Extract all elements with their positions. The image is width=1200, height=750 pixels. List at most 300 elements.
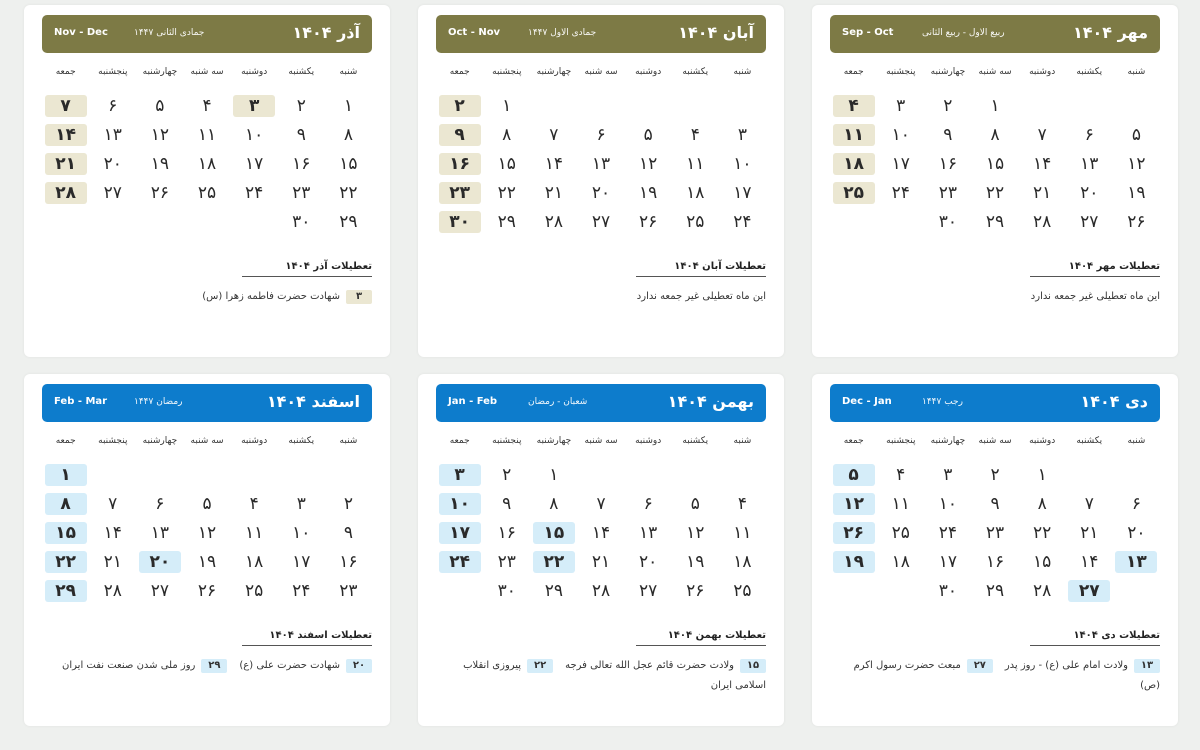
day-number: ۱۱ [733, 522, 752, 543]
holiday-day-cell[interactable] [42, 547, 89, 576]
day-cell[interactable] [625, 120, 672, 149]
month-name: اسفند ۱۴۰۴ [266, 392, 360, 411]
day-cell[interactable] [183, 120, 230, 149]
month-header[interactable] [830, 15, 1160, 53]
day-cell[interactable] [577, 518, 624, 547]
weekday-label: سه شنبه [978, 67, 1012, 77]
day-cell[interactable] [971, 576, 1018, 605]
day-cell[interactable] [924, 207, 971, 236]
day-cell[interactable] [325, 149, 372, 178]
day-cell[interactable] [1019, 460, 1066, 489]
month-card [418, 374, 784, 726]
day-number [186, 464, 228, 486]
day-cell[interactable] [877, 518, 924, 547]
day-cell[interactable] [483, 207, 530, 236]
day-number: ۱۰ [938, 493, 957, 514]
month-card [812, 374, 1178, 726]
day-cell[interactable] [325, 178, 372, 207]
holiday-name: ولادت امام علی (ع) - روز پدر [1004, 660, 1128, 671]
day-number [1021, 95, 1063, 117]
day-cell[interactable] [625, 489, 672, 518]
day-cell[interactable] [483, 489, 530, 518]
day-number: ۱۵ [1033, 551, 1052, 572]
day-cell[interactable] [183, 178, 230, 207]
month-header[interactable] [436, 15, 766, 53]
day-number [580, 95, 622, 117]
day-cell[interactable] [483, 547, 530, 576]
day-cell[interactable] [278, 207, 325, 236]
day-cell[interactable] [1066, 207, 1113, 236]
day-cell[interactable] [231, 149, 278, 178]
day-cell[interactable] [971, 518, 1018, 547]
day-number: ۳ [233, 95, 275, 117]
day-cell[interactable] [231, 518, 278, 547]
day-number: ۷ [1037, 124, 1047, 145]
day-cell[interactable] [877, 547, 924, 576]
day-number: ۹ [439, 124, 481, 146]
day-cell[interactable] [1019, 547, 1066, 576]
day-cell[interactable] [719, 576, 766, 605]
day-cell[interactable] [719, 207, 766, 236]
weekday-label: جمعه [449, 67, 470, 77]
holiday-day-cell[interactable] [436, 207, 483, 236]
day-cell[interactable] [672, 149, 719, 178]
day-number: ۳۰ [938, 580, 957, 601]
holidays-list [436, 287, 766, 307]
day-cell[interactable] [278, 576, 325, 605]
day-number: ۹ [943, 124, 953, 145]
day-number [186, 211, 228, 233]
day-cell[interactable] [1019, 518, 1066, 547]
day-number: ۷ [45, 95, 87, 117]
day-cell[interactable] [278, 149, 325, 178]
weekday-label: سه شنبه [190, 67, 224, 77]
day-cell[interactable] [1019, 576, 1066, 605]
day-cell[interactable] [924, 518, 971, 547]
day-cell [1113, 576, 1160, 605]
day-number: ۲۱ [103, 551, 122, 572]
day-cell[interactable] [483, 518, 530, 547]
day-cell[interactable] [672, 518, 719, 547]
day-cell[interactable] [577, 207, 624, 236]
day-cell[interactable] [971, 178, 1018, 207]
day-cell[interactable] [89, 518, 136, 547]
holiday-day-cell[interactable] [436, 91, 483, 120]
day-cell[interactable] [924, 91, 971, 120]
day-cell[interactable] [1066, 518, 1113, 547]
day-number: ۱۵ [45, 522, 87, 544]
holidays-title: تعطیلات مهر ۱۴۰۴ [1030, 261, 1160, 277]
weekday-label: جمعه [843, 436, 864, 446]
day-cell[interactable] [577, 547, 624, 576]
holidays-list [830, 287, 1160, 307]
day-cell[interactable] [89, 576, 136, 605]
day-cell[interactable] [231, 547, 278, 576]
gregorian-months: Jan - Feb [448, 396, 498, 407]
day-cell[interactable] [1066, 489, 1113, 518]
month-name: مهر ۱۴۰۴ [1072, 23, 1148, 42]
day-cell[interactable] [89, 91, 136, 120]
day-cell[interactable] [719, 178, 766, 207]
day-number: ۲۹ [985, 580, 1005, 601]
day-cell[interactable] [577, 576, 624, 605]
weekday-label: یکشنبه [1076, 67, 1103, 77]
day-cell[interactable] [483, 91, 530, 120]
holiday-day-cell[interactable] [42, 518, 89, 547]
holiday-name: مبعث حضرت رسول اکرم (ص) [853, 660, 1160, 691]
day-number: ۴ [833, 95, 875, 117]
day-number: ۲۷ [591, 211, 611, 232]
month-name: آذر ۱۴۰۴ [292, 23, 360, 42]
holiday-day-cell[interactable] [436, 518, 483, 547]
day-cell[interactable] [325, 120, 372, 149]
day-number: ۲۵ [733, 580, 752, 601]
day-number [833, 211, 875, 233]
weekday-row [42, 436, 372, 446]
gregorian-months: Oct - Nov [448, 27, 501, 38]
day-cell[interactable] [1113, 149, 1160, 178]
month-name: دی ۱۴۰۴ [1080, 392, 1148, 411]
holiday-day-cell[interactable] [42, 91, 89, 120]
day-number: ۱۶ [497, 522, 516, 543]
day-cell[interactable] [625, 547, 672, 576]
day-cell[interactable] [924, 178, 971, 207]
day-number: ۲۴ [439, 551, 481, 573]
day-cell[interactable] [877, 91, 924, 120]
day-cell[interactable] [1019, 489, 1066, 518]
month-header[interactable] [42, 15, 372, 53]
month-header[interactable] [830, 384, 1160, 422]
holiday-day-cell[interactable] [830, 91, 877, 120]
day-number: ۱۹ [197, 551, 217, 572]
holiday-day-cell[interactable] [830, 460, 877, 489]
day-cell[interactable] [924, 547, 971, 576]
day-number [627, 464, 669, 486]
day-cell[interactable] [231, 576, 278, 605]
day-cell[interactable] [1113, 178, 1160, 207]
day-cell[interactable] [625, 149, 672, 178]
holiday-day-cell[interactable] [530, 547, 577, 576]
day-cell[interactable] [672, 120, 719, 149]
day-cell[interactable] [1066, 178, 1113, 207]
holiday-day-cell[interactable] [1066, 576, 1113, 605]
day-cell[interactable] [924, 460, 971, 489]
weekday-label: شنبه [733, 67, 752, 77]
day-cell[interactable] [89, 120, 136, 149]
day-cell[interactable] [89, 149, 136, 178]
day-cell[interactable] [325, 91, 372, 120]
day-cell[interactable] [183, 547, 230, 576]
holiday-day-cell[interactable] [42, 460, 89, 489]
day-cell[interactable] [89, 178, 136, 207]
holiday-item [553, 660, 766, 671]
holiday-day-cell[interactable] [42, 178, 89, 207]
day-number: ۵ [1131, 124, 1141, 145]
day-number: ۱۴ [103, 522, 122, 543]
day-cell[interactable] [278, 518, 325, 547]
holiday-name: پیروزی انقلاب اسلامی ایران [463, 660, 766, 691]
day-number: ۲۷ [1068, 580, 1110, 602]
day-cell[interactable] [877, 149, 924, 178]
holiday-day-cell[interactable] [436, 489, 483, 518]
day-cell[interactable] [719, 489, 766, 518]
day-number: ۲۲ [533, 551, 575, 573]
day-number: ۱۵ [339, 153, 358, 174]
holiday-day-cell[interactable] [830, 547, 877, 576]
holiday-day-cell[interactable] [530, 518, 577, 547]
day-cell[interactable] [577, 120, 624, 149]
day-cell[interactable] [719, 149, 766, 178]
day-number: ۲۱ [1033, 182, 1052, 203]
day-cell[interactable] [183, 576, 230, 605]
day-cell[interactable] [577, 149, 624, 178]
day-number: ۱۲ [833, 493, 875, 515]
day-cell[interactable] [231, 120, 278, 149]
day-number: ۳ [896, 95, 906, 116]
day-cell[interactable] [183, 489, 230, 518]
day-cell [1066, 91, 1113, 120]
holiday-date-badge: ۲۲ [527, 659, 553, 673]
day-cell [577, 91, 624, 120]
day-cell[interactable] [877, 178, 924, 207]
day-cell[interactable] [672, 547, 719, 576]
day-cell[interactable] [483, 178, 530, 207]
month-name: آبان ۱۴۰۴ [678, 23, 754, 42]
day-cell[interactable] [625, 518, 672, 547]
day-cell [625, 91, 672, 120]
day-cell[interactable] [530, 120, 577, 149]
holiday-day-cell[interactable] [436, 149, 483, 178]
day-cell [577, 460, 624, 489]
day-cell[interactable] [278, 120, 325, 149]
day-cell[interactable] [530, 576, 577, 605]
day-number: ۲۱ [591, 551, 611, 572]
holiday-day-cell[interactable] [42, 489, 89, 518]
weekday-label: شنبه [733, 436, 752, 446]
day-number: ۱۴ [544, 153, 563, 174]
day-cell[interactable] [719, 120, 766, 149]
month-header[interactable] [42, 384, 372, 422]
day-number: ۶ [596, 124, 606, 145]
holiday-day-cell[interactable] [830, 149, 877, 178]
day-cell[interactable] [89, 489, 136, 518]
day-cell[interactable] [278, 178, 325, 207]
day-cell[interactable] [483, 149, 530, 178]
day-number: ۱۲ [150, 124, 169, 145]
day-cell[interactable] [625, 576, 672, 605]
day-number [627, 95, 669, 117]
day-cell[interactable] [231, 489, 278, 518]
day-cell[interactable] [924, 149, 971, 178]
holiday-name: شهادت حضرت علی (ع) [239, 660, 340, 671]
holiday-day-cell[interactable] [1113, 547, 1160, 576]
day-cell [325, 460, 372, 489]
day-cell[interactable] [325, 576, 372, 605]
day-number: ۹ [502, 493, 512, 514]
holiday-day-cell[interactable] [436, 547, 483, 576]
day-cell[interactable] [89, 547, 136, 576]
day-cell[interactable] [278, 489, 325, 518]
day-cell[interactable] [1019, 149, 1066, 178]
holiday-day-cell[interactable] [42, 149, 89, 178]
day-cell[interactable] [136, 576, 183, 605]
day-number: ۲ [943, 95, 953, 116]
day-cell[interactable] [183, 149, 230, 178]
holiday-day-cell[interactable] [436, 460, 483, 489]
day-cell[interactable] [971, 547, 1018, 576]
day-cell[interactable] [625, 207, 672, 236]
day-number: ۱۸ [733, 551, 752, 572]
day-cell[interactable] [672, 489, 719, 518]
day-grid [42, 460, 372, 606]
day-cell[interactable] [530, 207, 577, 236]
day-number: ۸ [990, 124, 1000, 145]
day-number: ۲۴ [891, 182, 910, 203]
day-number: ۱۰ [891, 124, 910, 145]
day-cell[interactable] [1066, 120, 1113, 149]
day-cell[interactable] [183, 91, 230, 120]
day-cell[interactable] [325, 489, 372, 518]
day-cell[interactable] [483, 576, 530, 605]
day-number: ۱۲ [197, 522, 217, 543]
weekday-label: چهارشنبه [930, 436, 966, 446]
day-cell[interactable] [971, 460, 1018, 489]
day-cell[interactable] [530, 149, 577, 178]
holidays-title: تعطیلات اسفند ۱۴۰۴ [242, 630, 372, 646]
day-number: ۱۸ [197, 153, 217, 174]
holiday-day-cell[interactable] [42, 576, 89, 605]
day-number: ۱۸ [833, 153, 875, 175]
day-cell [183, 460, 230, 489]
day-cell[interactable] [1113, 207, 1160, 236]
day-number: ۲۴ [733, 211, 752, 232]
holiday-day-cell[interactable] [830, 489, 877, 518]
day-cell[interactable] [877, 489, 924, 518]
holiday-day-cell[interactable] [830, 518, 877, 547]
day-cell[interactable] [325, 547, 372, 576]
day-cell[interactable] [530, 460, 577, 489]
day-cell[interactable] [672, 576, 719, 605]
day-cell[interactable] [971, 207, 1018, 236]
day-number: ۱۳ [1115, 551, 1157, 573]
day-cell [183, 207, 230, 236]
day-cell[interactable] [325, 518, 372, 547]
day-cell[interactable] [924, 576, 971, 605]
day-cell[interactable] [924, 120, 971, 149]
day-cell[interactable] [672, 207, 719, 236]
month-header[interactable] [436, 384, 766, 422]
day-cell [830, 576, 877, 605]
day-number: ۲۲ [1033, 522, 1052, 543]
day-cell[interactable] [1066, 149, 1113, 178]
weekday-label: سه شنبه [584, 67, 618, 77]
holiday-item [50, 660, 227, 671]
day-cell[interactable] [971, 91, 1018, 120]
day-cell[interactable] [1113, 120, 1160, 149]
day-cell[interactable] [971, 149, 1018, 178]
day-cell[interactable] [325, 207, 372, 236]
weekday-label: جمعه [55, 436, 76, 446]
day-number: ۱ [343, 95, 353, 116]
holiday-day-cell[interactable] [436, 120, 483, 149]
holiday-day-cell[interactable] [42, 120, 89, 149]
holiday-day-cell[interactable] [830, 120, 877, 149]
day-number: ۵ [155, 95, 165, 116]
day-number: ۲۸ [591, 580, 611, 601]
day-cell[interactable] [577, 489, 624, 518]
day-cell[interactable] [1019, 207, 1066, 236]
day-cell[interactable] [136, 91, 183, 120]
day-number: ۱۶ [292, 153, 311, 174]
day-cell[interactable] [483, 460, 530, 489]
day-cell[interactable] [231, 178, 278, 207]
day-cell[interactable] [971, 489, 1018, 518]
day-cell[interactable] [1019, 178, 1066, 207]
day-number: ۲۰ [639, 551, 658, 572]
day-number: ۲۶ [639, 211, 658, 232]
day-cell[interactable] [1113, 489, 1160, 518]
day-grid [436, 91, 766, 237]
day-number: ۵ [643, 124, 653, 145]
day-cell[interactable] [136, 489, 183, 518]
day-cell[interactable] [483, 120, 530, 149]
day-number: ۱۹ [639, 182, 658, 203]
day-number: ۲ [990, 464, 1000, 485]
day-cell[interactable] [1113, 518, 1160, 547]
day-cell[interactable] [924, 489, 971, 518]
day-number: ۶ [155, 493, 165, 514]
day-cell[interactable] [136, 518, 183, 547]
day-cell[interactable] [672, 178, 719, 207]
day-cell[interactable] [278, 547, 325, 576]
day-number [833, 580, 875, 602]
day-cell[interactable] [136, 178, 183, 207]
day-number: ۱۰ [439, 493, 481, 515]
day-number: ۲۳ [339, 580, 358, 601]
day-cell[interactable] [577, 178, 624, 207]
day-number: ۲۳ [439, 182, 481, 204]
weekday-label: چهارشنبه [142, 67, 178, 77]
day-number: ۱ [502, 95, 512, 116]
month-name: بهمن ۱۴۰۴ [667, 392, 754, 411]
day-cell[interactable] [136, 149, 183, 178]
day-cell[interactable] [877, 460, 924, 489]
day-cell[interactable] [971, 120, 1018, 149]
day-number [45, 211, 87, 233]
day-cell[interactable] [278, 91, 325, 120]
holiday-day-cell[interactable] [136, 547, 183, 576]
day-cell[interactable] [530, 178, 577, 207]
day-number: ۲۸ [103, 580, 122, 601]
day-number: ۱۰ [733, 153, 752, 174]
holiday-day-cell[interactable] [231, 91, 278, 120]
day-cell[interactable] [719, 518, 766, 547]
holiday-day-cell[interactable] [830, 178, 877, 207]
day-cell[interactable] [1019, 120, 1066, 149]
day-cell[interactable] [183, 518, 230, 547]
day-cell[interactable] [877, 120, 924, 149]
day-cell[interactable] [530, 489, 577, 518]
day-cell[interactable] [625, 178, 672, 207]
holiday-day-cell[interactable] [436, 178, 483, 207]
hijri-months: رمضان ۱۴۴۷ [134, 397, 183, 407]
gregorian-months: Feb - Mar [54, 396, 108, 407]
day-cell[interactable] [1066, 547, 1113, 576]
hijri-months: جمادی الثانی ۱۴۴۷ [134, 28, 205, 38]
day-cell[interactable] [719, 547, 766, 576]
day-number: ۱۷ [245, 153, 264, 174]
day-cell[interactable] [136, 120, 183, 149]
